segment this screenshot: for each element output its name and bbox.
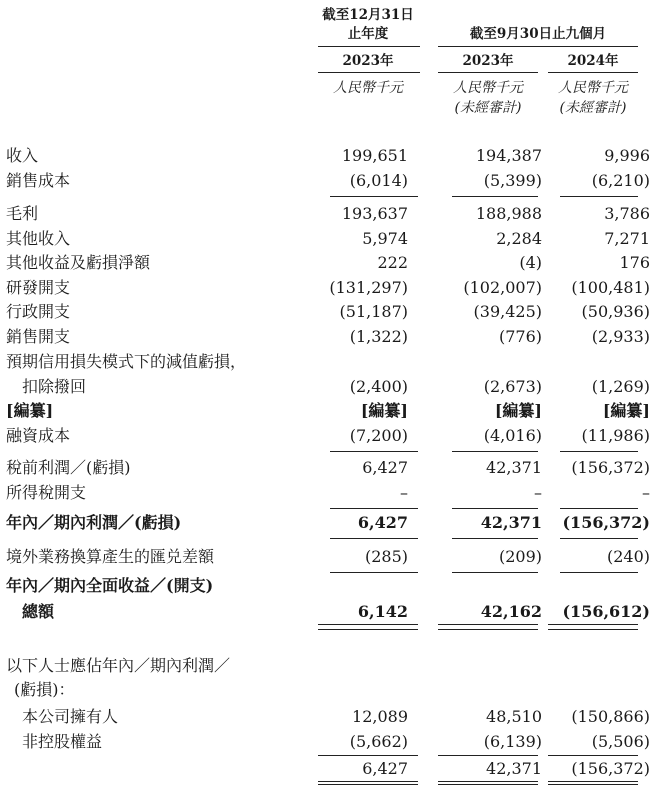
- year-col1: 2023年: [342, 53, 394, 69]
- rnd-fy2023: (131,297): [329, 278, 408, 297]
- attrib-total-9m2023: 42,371: [486, 759, 542, 778]
- row-label-total-comprehensive-line2: 總額: [22, 602, 55, 621]
- double-rule-top: [438, 624, 538, 625]
- selling-9m2024: (2,933): [591, 327, 650, 346]
- other-gains-9m2024: 176: [619, 253, 650, 272]
- redacted-9m2023: [編纂]: [494, 401, 542, 420]
- double-rule-bottom: [318, 629, 418, 630]
- double-rule-bottom: [318, 784, 418, 785]
- subtotal-rule: [560, 451, 638, 452]
- owners-fy2023: 12,089: [352, 707, 408, 726]
- row-label-admin-expenses: 行政開支: [6, 302, 71, 321]
- year-rule-col1: [318, 72, 420, 73]
- nci-fy2023: (5,662): [349, 732, 408, 751]
- row-label-finance-costs: 融資成本: [6, 426, 71, 445]
- subtotal-rule: [560, 538, 638, 539]
- impairment-9m2023: (2,673): [483, 377, 542, 396]
- double-rule-top: [318, 781, 418, 782]
- tax-9m2023: –: [534, 483, 542, 502]
- unit-col1: 人民幣千元: [333, 80, 403, 96]
- col1-period-line1: 截至12月31日: [322, 7, 414, 23]
- header-rule-col23: [438, 46, 638, 47]
- finance-costs-fy2023: (7,200): [349, 426, 408, 445]
- row-label-gross-profit: 毛利: [6, 204, 39, 223]
- subtotal-rule: [330, 572, 418, 573]
- row-label-impairment-line2: 扣除撥回: [22, 377, 87, 396]
- other-gains-9m2023: (4): [519, 253, 542, 272]
- subtotal-rule: [330, 451, 418, 452]
- row-label-owners: 本公司擁有人: [22, 707, 119, 726]
- row-label-profit-for-period: 年內／期內利潤／(虧損): [6, 513, 182, 532]
- subtotal-rule: [452, 538, 538, 539]
- cost-of-sales-fy2023: (6,014): [349, 171, 408, 190]
- revenue-9m2024: 9,996: [604, 146, 650, 165]
- tci-9m2023: 42,162: [480, 602, 542, 621]
- row-label-revenue: 收入: [6, 146, 39, 165]
- cost-of-sales-9m2024: (6,210): [591, 171, 650, 190]
- redacted-9m2024: [編纂]: [602, 401, 650, 420]
- admin-9m2024: (50,936): [581, 302, 650, 321]
- rnd-9m2024: (100,481): [571, 278, 650, 297]
- row-label-impairment-line1: 預期信用損失模式下的減值虧損，: [6, 352, 247, 371]
- row-label-selling-expenses: 銷售開支: [6, 327, 71, 346]
- row-label-rnd-expenses: 研發開支: [6, 278, 71, 297]
- pbt-fy2023: 6,427: [362, 458, 408, 477]
- header-rule-col1: [318, 46, 420, 47]
- cost-of-sales-9m2023: (5,399): [483, 171, 542, 190]
- subtotal-rule: [560, 508, 638, 509]
- subtotal-rule: [560, 196, 638, 197]
- double-rule-bottom: [438, 784, 538, 785]
- row-label-other-gains-losses: 其他收益及虧損淨額: [6, 253, 151, 272]
- profit-9m2024: (156,372): [562, 513, 650, 532]
- other-income-fy2023: 5,974: [362, 229, 408, 248]
- pbt-9m2024: (156,372): [571, 458, 650, 477]
- year-col3: 2024年: [567, 53, 619, 69]
- finance-costs-9m2024: (11,986): [581, 426, 650, 445]
- profit-fy2023: 6,427: [357, 513, 408, 532]
- attrib-total-fy2023: 6,427: [362, 759, 408, 778]
- row-label-attributable-line2: (虧損)：: [14, 680, 75, 699]
- finance-costs-9m2023: (4,016): [483, 426, 542, 445]
- selling-9m2023: (776): [498, 327, 542, 346]
- double-rule-bottom: [548, 629, 638, 630]
- redacted-fy2023: [編纂]: [360, 401, 408, 420]
- admin-9m2023: (39,425): [473, 302, 542, 321]
- fx-9m2024: (240): [606, 547, 650, 566]
- subtotal-rule: [452, 572, 538, 573]
- other-income-9m2024: 7,271: [604, 229, 650, 248]
- row-label-redacted: [編纂]: [6, 401, 54, 420]
- unaudited-col2: (未經審計): [454, 100, 522, 116]
- year-col2: 2023年: [462, 53, 514, 69]
- attrib-total-9m2024: (156,372): [571, 759, 650, 778]
- row-label-attributable-line1: 以下人士應佔年內／期內利潤／: [6, 656, 231, 675]
- double-rule-bottom: [548, 784, 638, 785]
- row-label-cost-of-sales: 銷售成本: [6, 171, 71, 190]
- double-rule-bottom: [438, 629, 538, 630]
- row-label-total-comprehensive-line1: 年內／期內全面收益／(開支): [6, 576, 214, 595]
- selling-fy2023: (1,322): [349, 327, 408, 346]
- year-rule-col3: [548, 72, 638, 73]
- admin-fy2023: (51,187): [339, 302, 408, 321]
- owners-9m2024: (150,866): [571, 707, 650, 726]
- col23-period: 截至9月30日止九個月: [469, 26, 607, 42]
- subtotal-rule: [318, 755, 418, 756]
- subtotal-rule: [452, 508, 538, 509]
- row-label-fx-differences: 境外業務換算產生的匯兑差額: [6, 547, 215, 566]
- impairment-9m2024: (1,269): [591, 377, 650, 396]
- revenue-9m2023: 194,387: [475, 146, 542, 165]
- row-label-profit-before-tax: 稅前利潤／(虧損): [6, 458, 131, 477]
- unit-col2: 人民幣千元: [453, 80, 523, 96]
- gross-profit-9m2023: 188,988: [475, 204, 542, 223]
- tax-9m2024: –: [642, 483, 650, 502]
- year-rule-col2: [438, 72, 538, 73]
- double-rule-top: [318, 624, 418, 625]
- other-gains-fy2023: 222: [377, 253, 408, 272]
- row-label-income-tax: 所得稅開支: [6, 483, 87, 502]
- row-label-nci: 非控股權益: [22, 732, 103, 751]
- owners-9m2023: 48,510: [486, 707, 542, 726]
- row-label-other-income: 其他收入: [6, 229, 71, 248]
- pbt-9m2023: 42,371: [486, 458, 542, 477]
- double-rule-top: [548, 624, 638, 625]
- impairment-fy2023: (2,400): [349, 377, 408, 396]
- tax-fy2023: –: [400, 483, 408, 502]
- fx-fy2023: (285): [364, 547, 408, 566]
- double-rule-top: [548, 781, 638, 782]
- unaudited-col3: (未經審計): [559, 100, 627, 116]
- tci-fy2023: 6,142: [357, 602, 408, 621]
- col1-period-line2: 止年度: [347, 26, 389, 42]
- profit-9m2023: 42,371: [480, 513, 542, 532]
- subtotal-rule: [330, 538, 418, 539]
- other-income-9m2023: 2,284: [496, 229, 542, 248]
- subtotal-rule: [452, 196, 538, 197]
- fx-9m2023: (209): [498, 547, 542, 566]
- nci-9m2024: (5,506): [591, 732, 650, 751]
- subtotal-rule: [438, 755, 538, 756]
- tci-9m2024: (156,612): [562, 602, 650, 621]
- rnd-9m2023: (102,007): [463, 278, 542, 297]
- gross-profit-9m2024: 3,786: [604, 204, 650, 223]
- nci-9m2023: (6,139): [483, 732, 542, 751]
- gross-profit-fy2023: 193,637: [341, 204, 408, 223]
- subtotal-rule: [560, 572, 638, 573]
- double-rule-top: [438, 781, 538, 782]
- subtotal-rule: [330, 196, 418, 197]
- revenue-fy2023: 199,651: [341, 146, 408, 165]
- subtotal-rule: [452, 451, 538, 452]
- subtotal-rule: [330, 508, 418, 509]
- subtotal-rule: [548, 755, 638, 756]
- unit-col3: 人民幣千元: [558, 80, 628, 96]
